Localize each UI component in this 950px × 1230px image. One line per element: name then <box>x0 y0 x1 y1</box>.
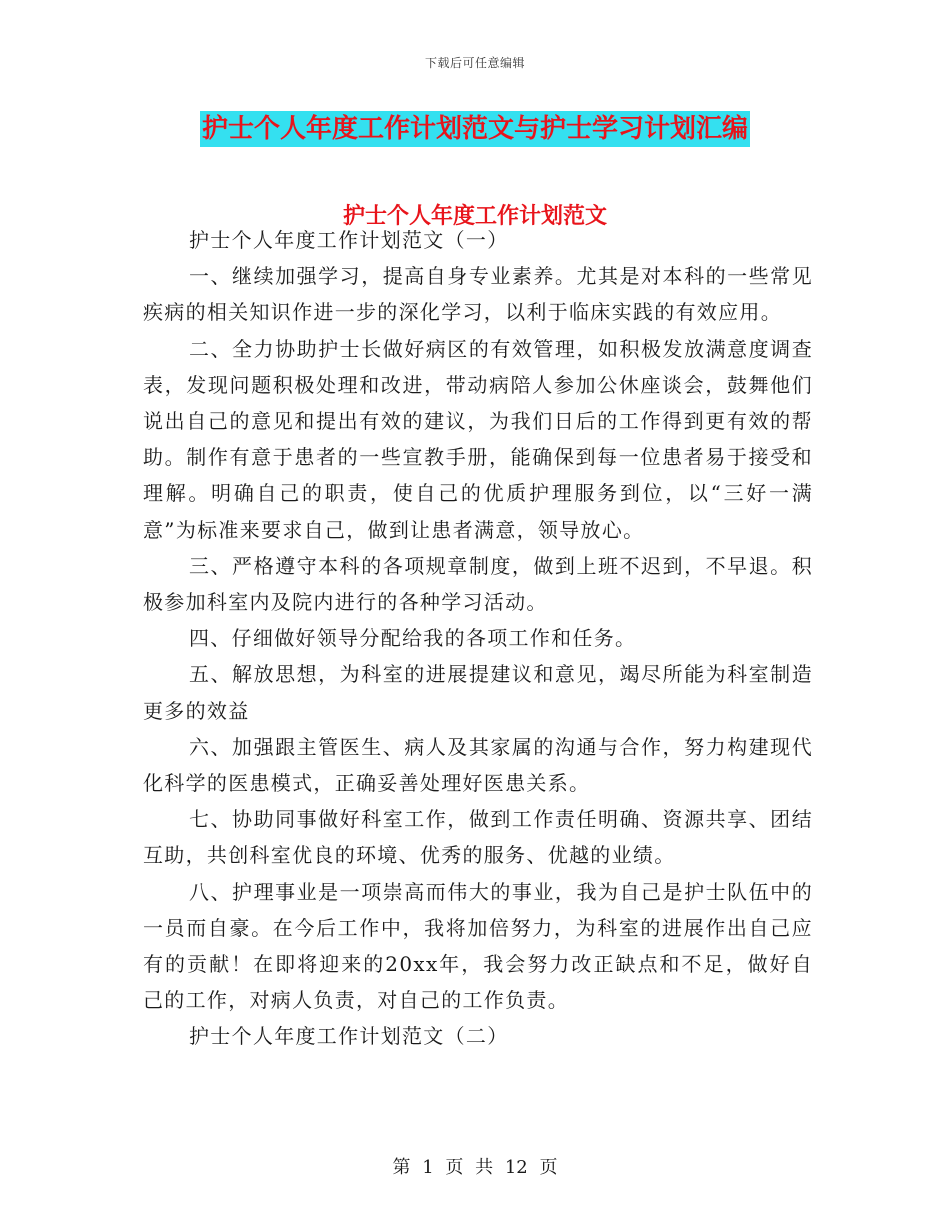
paragraph-item-7: 七、协助同事做好科室工作，做到工作责任明确、资源共享、团结互助，共创科室优良的环境、优秀的服务、优越的业绩。 <box>143 807 813 868</box>
paragraph-subheading-2: 护士个人年度工作计划范文（二） <box>189 1024 509 1049</box>
paragraph-item-6: 六、加强跟主管医生、病人及其家属的沟通与合作，努力构建现代化科学的医患模式，正确妥善处理好医患关系。 <box>143 734 813 796</box>
document-body <box>143 222 813 1055</box>
document-title: 护士个人年度工作计划范文与护士学习计划汇编 <box>200 111 750 147</box>
paragraph-item-8: 八、护理事业是一项崇高而伟大的事业，我为自己是护士队伍中的一员而自豪。在今后工作中，我将加倍努力，为科室的进展作出自己应有的贡献！在即将迎来的20xx年，我会努力改正缺点和不足，做好自己的工作，对病人负责，对自己的工作负责。 <box>143 879 813 1013</box>
paragraph-item-2: 二、全力协助护士长做好病区的有效管理，如积极发放满意度调查表，发现问题积极处理和改进，带动病陪人参加公休座谈会，鼓舞他们说出自己的意见和提出有效的建议，为我们日后的工作得到更有效的帮助。制作有意于患者的一些宣教手册，能确保到每一位患者易于接受和理解。明确自己的职责，使自己的优质护理服务到位，以“三好一满意”为标准来要求自己，做到让患者满意，领导放心。 <box>143 336 813 542</box>
paragraph-item-5: 五、解放思想，为科室的进展提建议和意见，竭尽所能为科室制造更多的效益 <box>143 662 813 723</box>
paragraph-item-3: 三、严格遵守本科的各项规章制度，做到上班不迟到，不早退。积极参加科室内及院内进行的各种学习活动。 <box>143 553 813 615</box>
page-number-footer: 第 1 页 共 12 页 <box>392 1157 558 1178</box>
document-title-wrapper <box>0 111 950 147</box>
paragraph-item-1: 一、继续加强学习，提高自身专业素养。尤其是对本科的一些常见疾病的相关知识作进一步的深化学习，以利于临床实践的有效应用。 <box>143 264 813 325</box>
paragraph-item-4: 四、仔细做好领导分配给我的各项工作和任务。 <box>189 626 637 651</box>
section-title: 护士个人年度工作计划范文 <box>342 204 607 229</box>
header-note: 下载后可任意编辑 <box>424 56 525 70</box>
paragraph-subheading-1: 护士个人年度工作计划范文（一） <box>189 228 509 252</box>
